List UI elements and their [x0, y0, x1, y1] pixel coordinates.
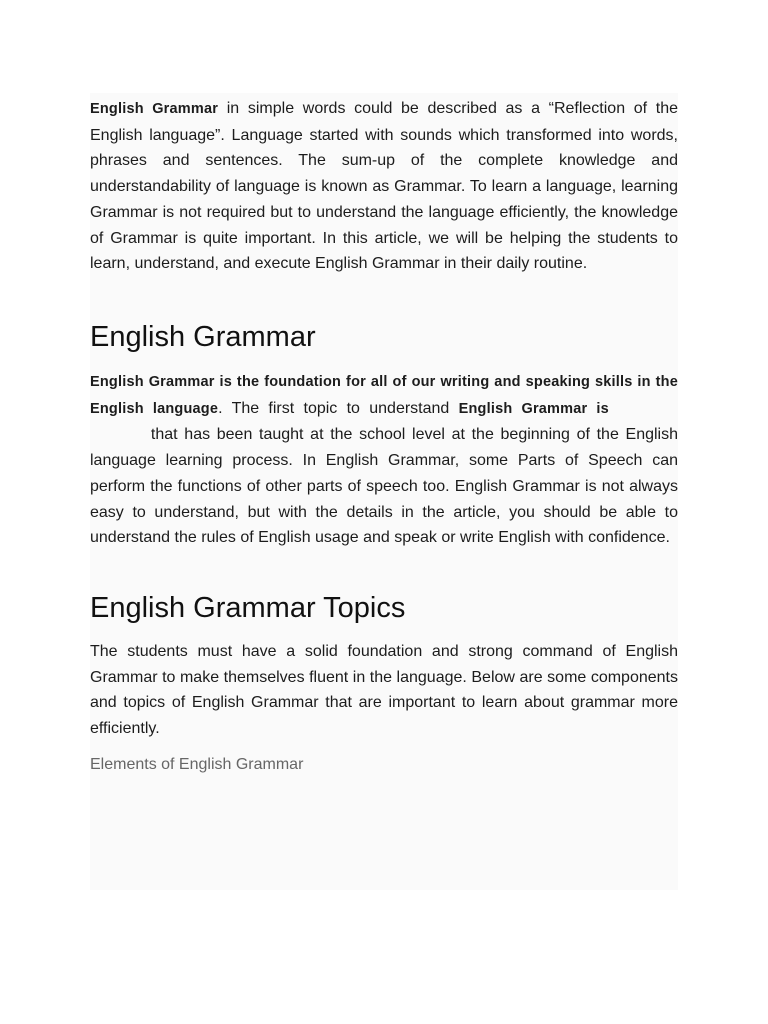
intro-text: in simple words could be described as a “Reflection of the English language”. Language started with sounds which transformed into words, phrases and sentences. The sum-up of the complete knowledge and understandability of language is known as Grammar. To learn a language, learning Grammar is not required but to understand the language efficiently, the knowledge of Grammar is quite important. In this article, we will be helping the students to learn, understand, and execute English Grammar in their daily routine. — [90, 100, 679, 273]
intro-paragraph — [90, 96, 678, 277]
section2-paragraph: The students must have a solid foundation and strong command of English Grammar to make themselves fluent in the language. Below are some components and topics of English Grammar that are important to learn about grammar more efficiently. — [90, 643, 678, 738]
section1-bold-b: English Grammar is — [458, 400, 619, 417]
section1-text-a: . The first topic to understand — [218, 399, 459, 417]
section-heading-english-grammar: English Grammar — [90, 321, 316, 353]
article-body — [90, 93, 678, 890]
intro-lead-bold: English Grammar — [90, 101, 219, 117]
section1-paragraph — [90, 369, 678, 551]
image-caption: Elements of English Grammar — [90, 756, 304, 773]
section1-text-c: that has been taught at the school level at the beginning of the English language learning process. In English Grammar, some Parts of Speech can perform the functions of other parts of speech too. English Grammar is not always easy to understand, but with the details in the article, you should be able to understand the rules of English usage and speak or write English with confidence. — [90, 426, 678, 547]
parts-of-speech-link[interactable]: Parts of Speech — [90, 399, 679, 444]
section-heading-topics: English Grammar Topics — [90, 592, 406, 624]
section1-bold-sentence: English Grammar is the foundation for all of our writing and speaking skills in the English language — [90, 374, 678, 417]
